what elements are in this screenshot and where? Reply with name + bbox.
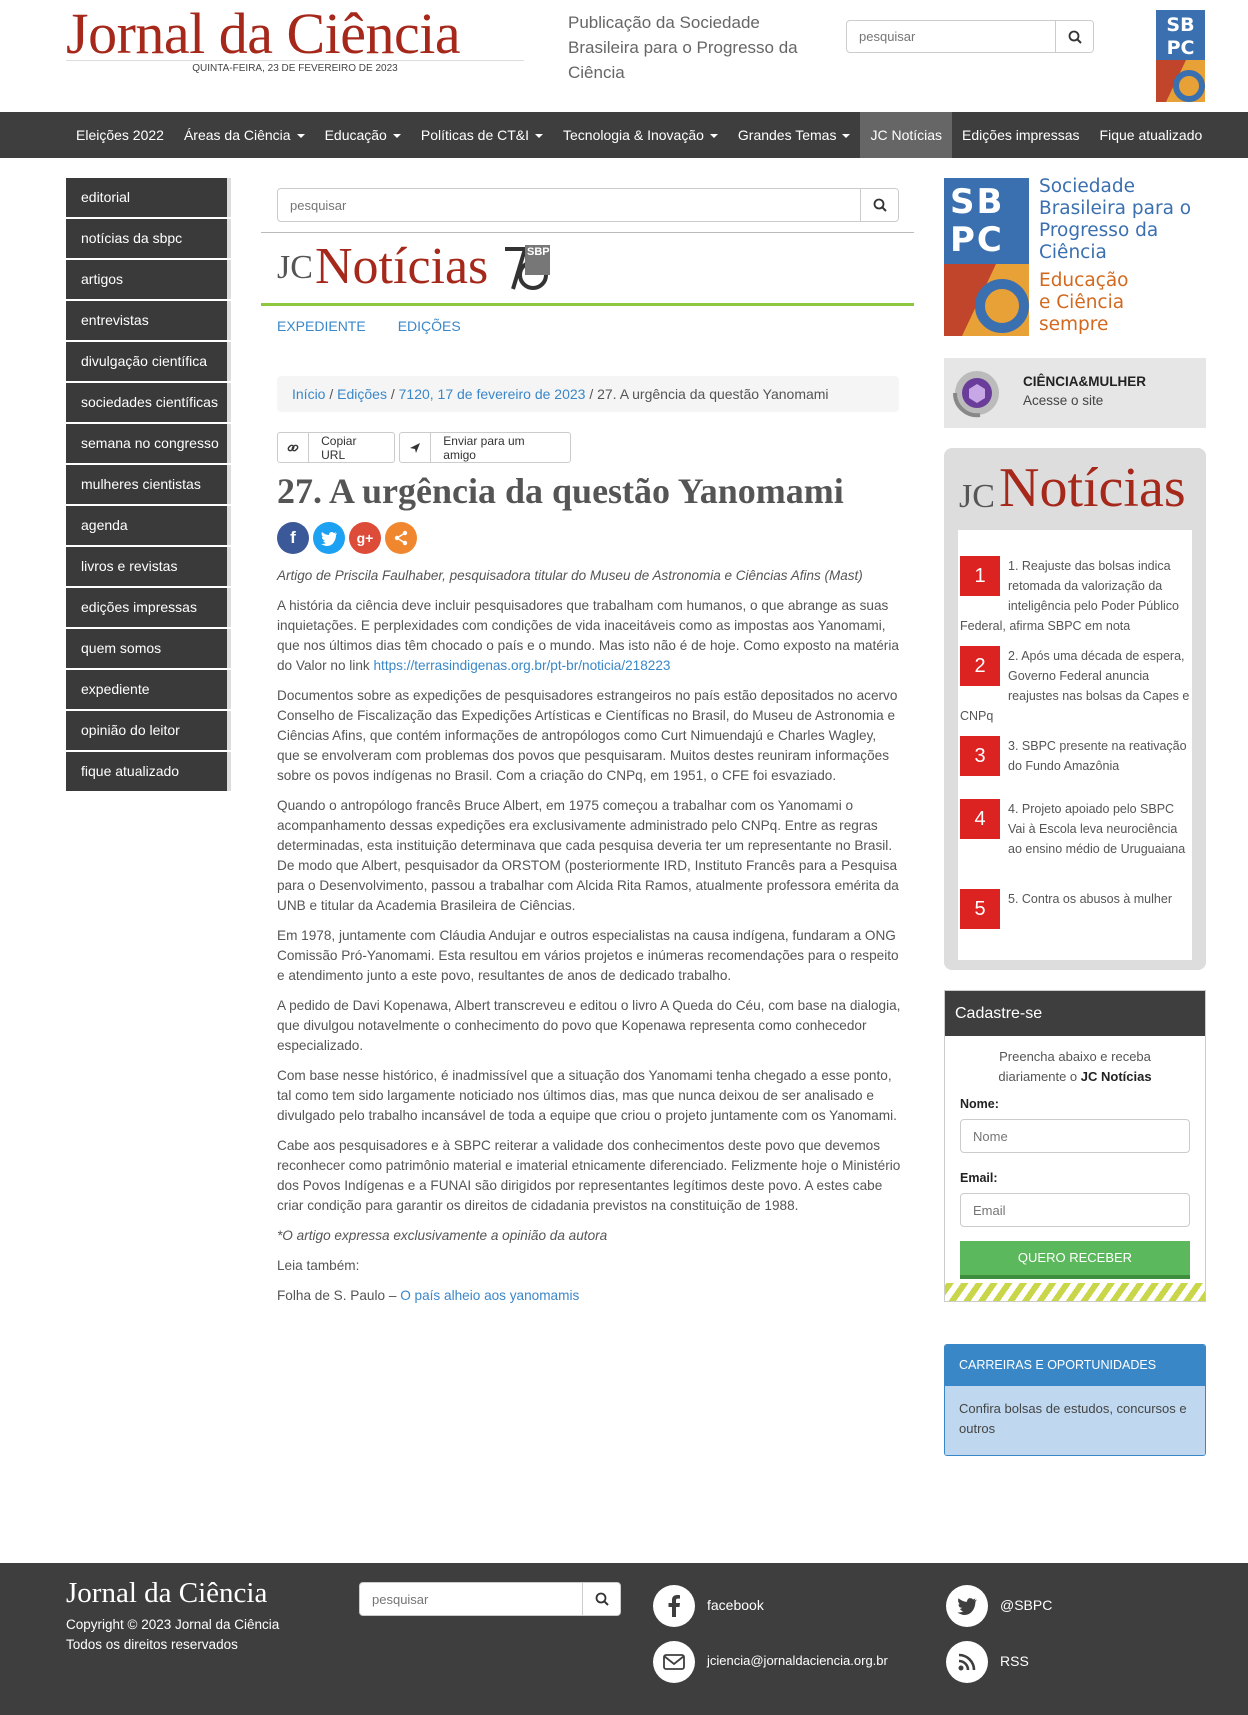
ranking-number: 5	[960, 889, 1000, 929]
sbpc-banner-name	[1039, 176, 1191, 264]
article-paragraph: A pedido de Davi Kopenawa, Albert transcreveu e editou o livro A Queda do Céu, com base na dialogia, que divulgou notavelmente o conhecimento do povo que Kopenawa representa como conhecedor especializado.	[277, 998, 901, 1053]
twitter-share-icon[interactable]	[313, 522, 345, 554]
nav-item-grandes-temas[interactable]	[728, 112, 861, 158]
header-search-input[interactable]	[847, 21, 1055, 52]
terras-indigenas-link[interactable]: https://terrasindigenas.org.br/pt-br/noticia/218223	[373, 658, 671, 673]
nav-item-politicas[interactable]	[411, 112, 553, 158]
ranking-text: 4. Projeto apoiado pelo SBPC Vai à Escola leva neurociência ao ensino médio de Uruguaiana	[1008, 802, 1186, 856]
ciencia-mulher-sub: Acesse o site	[1023, 393, 1104, 408]
nav-label: Fique atualizado	[1099, 127, 1203, 143]
nav-item-educacao[interactable]	[315, 112, 411, 158]
email-input[interactable]	[960, 1193, 1190, 1227]
copy-url-button[interactable]	[277, 432, 395, 463]
sidebar-item-editorial[interactable]: editorial	[66, 178, 231, 217]
jc-prefix: JC	[277, 249, 313, 286]
site-logo[interactable]: Jornal da Ciência	[66, 1, 461, 66]
ranking-number: 1	[960, 556, 1000, 596]
ranking-item[interactable]	[960, 736, 1190, 799]
search-icon	[1068, 30, 1082, 44]
sidebar-item-edicoes-impressas[interactable]: edições impressas	[66, 588, 231, 627]
ranking-text: 1. Reajuste das bolsas indica retomada da valorização da inteligência pelo Poder Público Federal, afirma SBPC em nota	[960, 559, 1179, 633]
ranking-item[interactable]	[960, 646, 1190, 736]
svg-text:PC: PC	[1166, 37, 1195, 59]
signup-intro	[965, 1047, 1185, 1087]
nav-label: Eleições 2022	[76, 127, 164, 143]
ranking-jc-prefix: JC	[959, 478, 995, 515]
sidebar-item-livros[interactable]: livros e revistas	[66, 547, 231, 586]
facebook-icon[interactable]	[653, 1585, 695, 1627]
sidebar-item-entrevistas[interactable]: entrevistas	[66, 301, 231, 340]
nav-label: Áreas da Ciência	[183, 127, 291, 143]
article-note: *O artigo expressa exclusivamente a opinião da autora	[277, 1228, 608, 1243]
nav-label: Políticas de CT&I	[420, 127, 530, 143]
caret-down-icon	[710, 134, 718, 138]
article-body	[277, 596, 902, 1316]
svg-text:SB: SB	[1166, 14, 1195, 36]
sidebar-item-fique-atualizado[interactable]: fique atualizado	[66, 752, 231, 791]
nav-label: Tecnologia & Inovação	[563, 127, 704, 143]
breadcrumb-editions[interactable]: Edições	[337, 386, 387, 402]
see-also-label: Leia também:	[277, 1258, 360, 1273]
related-article-link[interactable]: O país alheio aos yanomamis	[400, 1288, 580, 1303]
article-title: 27. A urgência da questão Yanomami	[277, 471, 844, 511]
sidebar-item-expediente[interactable]: expediente	[66, 670, 231, 709]
nav-item-tecnologia[interactable]	[553, 112, 728, 158]
ciencia-mulher-title: CIÊNCIA&MULHER	[1023, 374, 1146, 389]
breadcrumb-issue[interactable]: 7120, 17 de fevereiro de 2023	[398, 386, 586, 402]
sidebar-item-agenda[interactable]: agenda	[66, 506, 231, 545]
caret-down-icon	[297, 134, 305, 138]
article-paragraph	[277, 596, 902, 676]
gplus-share-icon[interactable]: g+	[349, 522, 381, 554]
site-tagline: Publicação da Sociedade Brasileira para o Progresso da Ciência	[568, 13, 798, 82]
sidebar-menu	[66, 178, 231, 793]
rss-link[interactable]: RSS	[1000, 1653, 1029, 1669]
footer-search-input[interactable]	[360, 1583, 582, 1615]
paragraph-text: A história da ciência deve incluir pesquisadores que trabalham com humanos, o que abrange as suas inquietações. E perplexidades com condições de vida inaceitáveis como as impostas aos Yanomami, que nos últimos dias têm chocado o país e o mundo. Mas isto não é de hoje. Como exposto na matéria do Valor no link	[277, 598, 899, 673]
breadcrumb-separator: /	[329, 386, 334, 402]
jc-ranking-panel	[944, 448, 1206, 970]
caret-down-icon	[535, 134, 543, 138]
email-link[interactable]: jciencia@jornaldaciencia.org.br	[707, 1653, 888, 1668]
signup-panel	[944, 990, 1206, 1302]
jc-title: Notícias	[315, 238, 489, 295]
related-article	[277, 1286, 902, 1306]
sbpc-banner-slogan	[1039, 270, 1129, 336]
nav-item-jc-noticias[interactable]	[860, 112, 952, 158]
banner-line: Ciência	[1039, 242, 1107, 263]
subnav-edicoes[interactable]: EDIÇÕES	[397, 318, 461, 334]
twitter-icon[interactable]	[946, 1585, 988, 1627]
sidebar-item-quem-somos[interactable]: quem somos	[66, 629, 231, 668]
banner-line: Sociedade	[1039, 176, 1135, 197]
copy-url-label: Copiar URL	[321, 433, 357, 462]
banner-line: Brasileira para o	[1039, 198, 1192, 219]
header-search	[846, 20, 1094, 53]
share-icon[interactable]	[385, 522, 417, 554]
main-nav	[0, 112, 1248, 158]
nav-item-eleicoes[interactable]	[66, 112, 174, 158]
stripe-decoration	[945, 1283, 1205, 1301]
link-icon	[278, 433, 309, 462]
breadcrumb-separator: /	[589, 386, 594, 402]
sbpc-logo-text-bottom: PC	[950, 220, 1004, 260]
signup-title: Cadastre-se	[945, 991, 1205, 1036]
article-paragraph: Em 1978, juntamente com Cláudia Andujar e outros especialistas na causa indígena, fundaram a ONG Comissão Pró-Yanomami. Esta resultou em vários projetos e inúmeras recomendações para o respeito e atendimento junto a este povo, resultantes de anos de dedicado trabalho.	[277, 928, 899, 983]
ranking-list	[958, 530, 1192, 960]
facebook-share-icon[interactable]: f	[277, 522, 309, 554]
sbpc-logo[interactable]	[1156, 10, 1205, 102]
signup-intro-bold: JC Notícias	[1080, 1069, 1152, 1084]
article-byline: Artigo de Priscila Faulhaber, pesquisadora titular do Museu de Astronomia e Ciências Afins (Mast)	[277, 568, 863, 583]
caret-down-icon	[842, 134, 850, 138]
careers-title: CARREIRAS E OPORTUNIDADES	[945, 1345, 1205, 1386]
send-friend-label: Enviar para um amigo	[443, 433, 525, 462]
sbpc-banner[interactable]	[944, 178, 1206, 338]
name-input[interactable]	[960, 1119, 1190, 1153]
search-icon	[873, 198, 887, 212]
careers-text: Confira bolsas de estudos, concursos e outros	[945, 1386, 1205, 1456]
footer-rights: Todos os direitos reservados	[66, 1637, 238, 1652]
breadcrumb-current: 27. A urgência da questão Yanomami	[597, 386, 829, 402]
article-paragraph: Quando o antropólogo francês Bruce Albert, em 1975 começou a trabalhar com os Yanomami o acompanhamento dessas expedições era exclusivamente administrado pelo CNPq. Entre as regras determinadas, esta instituição determinava que cada pesquisa deveria ter um representante no Brasil. De modo que Albert, pesquisador da ORSTOM (posteriormente IRD, Instituto Francês para a Pesquisa para o Desenvolvimento, passou a trabalhar com Alcida Rita Ramos, atualmente professora emérita da UNB e titular da Academia Brasileira de Ciências.	[277, 798, 899, 913]
article-paragraph: Documentos sobre as expedições de pesquisadores estrangeiros no país estão depositados no acervo Conselho de Fiscalização das Expedições Artísticas e Científicas no Brasil, do Museu de Astronomia e Ciências Afins, que contém informações de antropólogos como Curt Nimuendajú e Charles Wagley, que se envolveram com problemas dos povos que pesquisaram. Muitos destes reuniram informações sobre os povos indígenas no Brasil. Com a criação do CNPq, em 1951, o CFE foi esvaziado.	[277, 688, 898, 783]
nav-label: Edições impressas	[962, 127, 1080, 143]
nav-item-fique-atualizado[interactable]	[1090, 112, 1213, 158]
breadcrumb-separator: /	[390, 386, 395, 402]
main-search-button[interactable]	[860, 189, 898, 221]
banner-line: sempre	[1039, 314, 1109, 335]
rss-icon[interactable]	[946, 1641, 988, 1683]
name-label: Nome:	[960, 1097, 999, 1111]
main-search	[277, 188, 899, 222]
footer-search-button[interactable]	[582, 1583, 620, 1615]
site-header	[0, 0, 1248, 112]
quero-receber-button[interactable]: QUERO RECEBER	[960, 1241, 1190, 1279]
jc-badge-label: SBPC	[527, 246, 558, 258]
ranking-number: 3	[960, 736, 1000, 776]
current-date: QUINTA-FEIRA, 23 DE FEVEREIRO DE 2023	[66, 60, 524, 74]
caret-down-icon	[393, 134, 401, 138]
careers-panel[interactable]	[944, 1344, 1206, 1456]
nav-item-areas[interactable]	[174, 112, 315, 158]
ranking-number: 4	[960, 799, 1000, 839]
send-friend-button[interactable]	[399, 432, 571, 463]
footer-search	[359, 1582, 621, 1616]
main-search-input[interactable]	[278, 189, 860, 221]
article-paragraph: Cabe aos pesquisadores e à SBPC reiterar a validade dos conhecimentos deste povo que devemos reconhecer como patrimônio material e imaterial etnicamente diferenciado. Felizmente hoje o Ministério dos Povos Indígenas e a FUNAI são dirigidos por representantes legítimos deste povo. A estes cabe criar condição para garantir os direitos de cidadania previstos na constituição de 1988.	[277, 1138, 901, 1213]
sidebar-item-semana-congresso[interactable]: semana no congresso	[66, 424, 231, 463]
sidebar-item-opiniao[interactable]: opinião do leitor	[66, 711, 231, 750]
sidebar-item-mulheres[interactable]: mulheres cientistas	[66, 465, 231, 504]
banner-line: Educação	[1039, 270, 1129, 291]
site-footer	[0, 1563, 1248, 1715]
ciencia-mulher-logo-icon	[950, 364, 1004, 422]
ranking-jc-title: Notícias	[999, 457, 1186, 519]
banner-line: Progresso da	[1039, 220, 1159, 241]
ciencia-mulher-banner[interactable]	[944, 358, 1206, 428]
sidebar-item-artigos[interactable]: artigos	[66, 260, 231, 299]
ranking-item[interactable]	[960, 889, 1190, 939]
ranking-text: 2. Após uma década de espera, Governo Federal anuncia reajustes nas bolsas da Capes e CNPq	[960, 649, 1190, 723]
sbpc-logo-text-top: SB	[950, 182, 1005, 222]
header-search-button[interactable]	[1055, 21, 1093, 52]
banner-line: e Ciência	[1039, 292, 1125, 313]
send-icon	[400, 433, 431, 462]
ranking-text: 5. Contra os abusos à mulher	[1008, 892, 1172, 906]
ranking-number: 2	[960, 646, 1000, 686]
email-label: Email:	[960, 1171, 998, 1185]
ranking-item[interactable]	[960, 556, 1190, 646]
breadcrumb-home[interactable]: Início	[292, 386, 326, 402]
footer-logo[interactable]: Jornal da Ciência	[66, 1577, 268, 1609]
nav-label: Educação	[324, 127, 387, 143]
related-source: Folha de S. Paulo –	[277, 1288, 401, 1303]
nav-label: JC Notícias	[870, 127, 943, 143]
ranking-item[interactable]	[960, 799, 1190, 889]
search-icon	[595, 1592, 609, 1606]
subnav-expediente[interactable]: EXPEDIENTE	[277, 318, 366, 334]
ranking-text: 3. SBPC presente na reativação do Fundo Amazônia	[1008, 739, 1187, 773]
jc-subnav	[277, 318, 461, 334]
email-icon[interactable]	[653, 1641, 695, 1683]
twitter-link[interactable]: @SBPC	[1000, 1597, 1053, 1613]
article-paragraph: Com base nesse histórico, é inadmissível que a situação dos Yanomami tenha chegado a esse ponto, tal como tem sido largamente noticiado nos últimos dias, mas que nunca deixou de ser analisado e divulgado pelo trabalho incansável de toda a equipe que criou o projeto juntamente com os Yanomami.	[277, 1068, 897, 1123]
nav-label: Grandes Temas	[737, 127, 837, 143]
sidebar-item-divulgacao[interactable]: divulgação científica	[66, 342, 231, 381]
signup-intro-text: Preencha abaixo e receba diariamente o	[998, 1049, 1151, 1084]
jc-noticias-banner	[261, 232, 914, 306]
footer-copyright: Copyright © 2023 Jornal da Ciência	[66, 1617, 280, 1632]
sidebar-item-sociedades[interactable]: sociedades científicas	[66, 383, 231, 422]
nav-item-edicoes-impressas[interactable]	[952, 112, 1090, 158]
sidebar-item-noticias-sbpc[interactable]: notícias da sbpc	[66, 219, 231, 258]
breadcrumb	[277, 376, 899, 412]
facebook-link[interactable]: facebook	[707, 1597, 764, 1613]
